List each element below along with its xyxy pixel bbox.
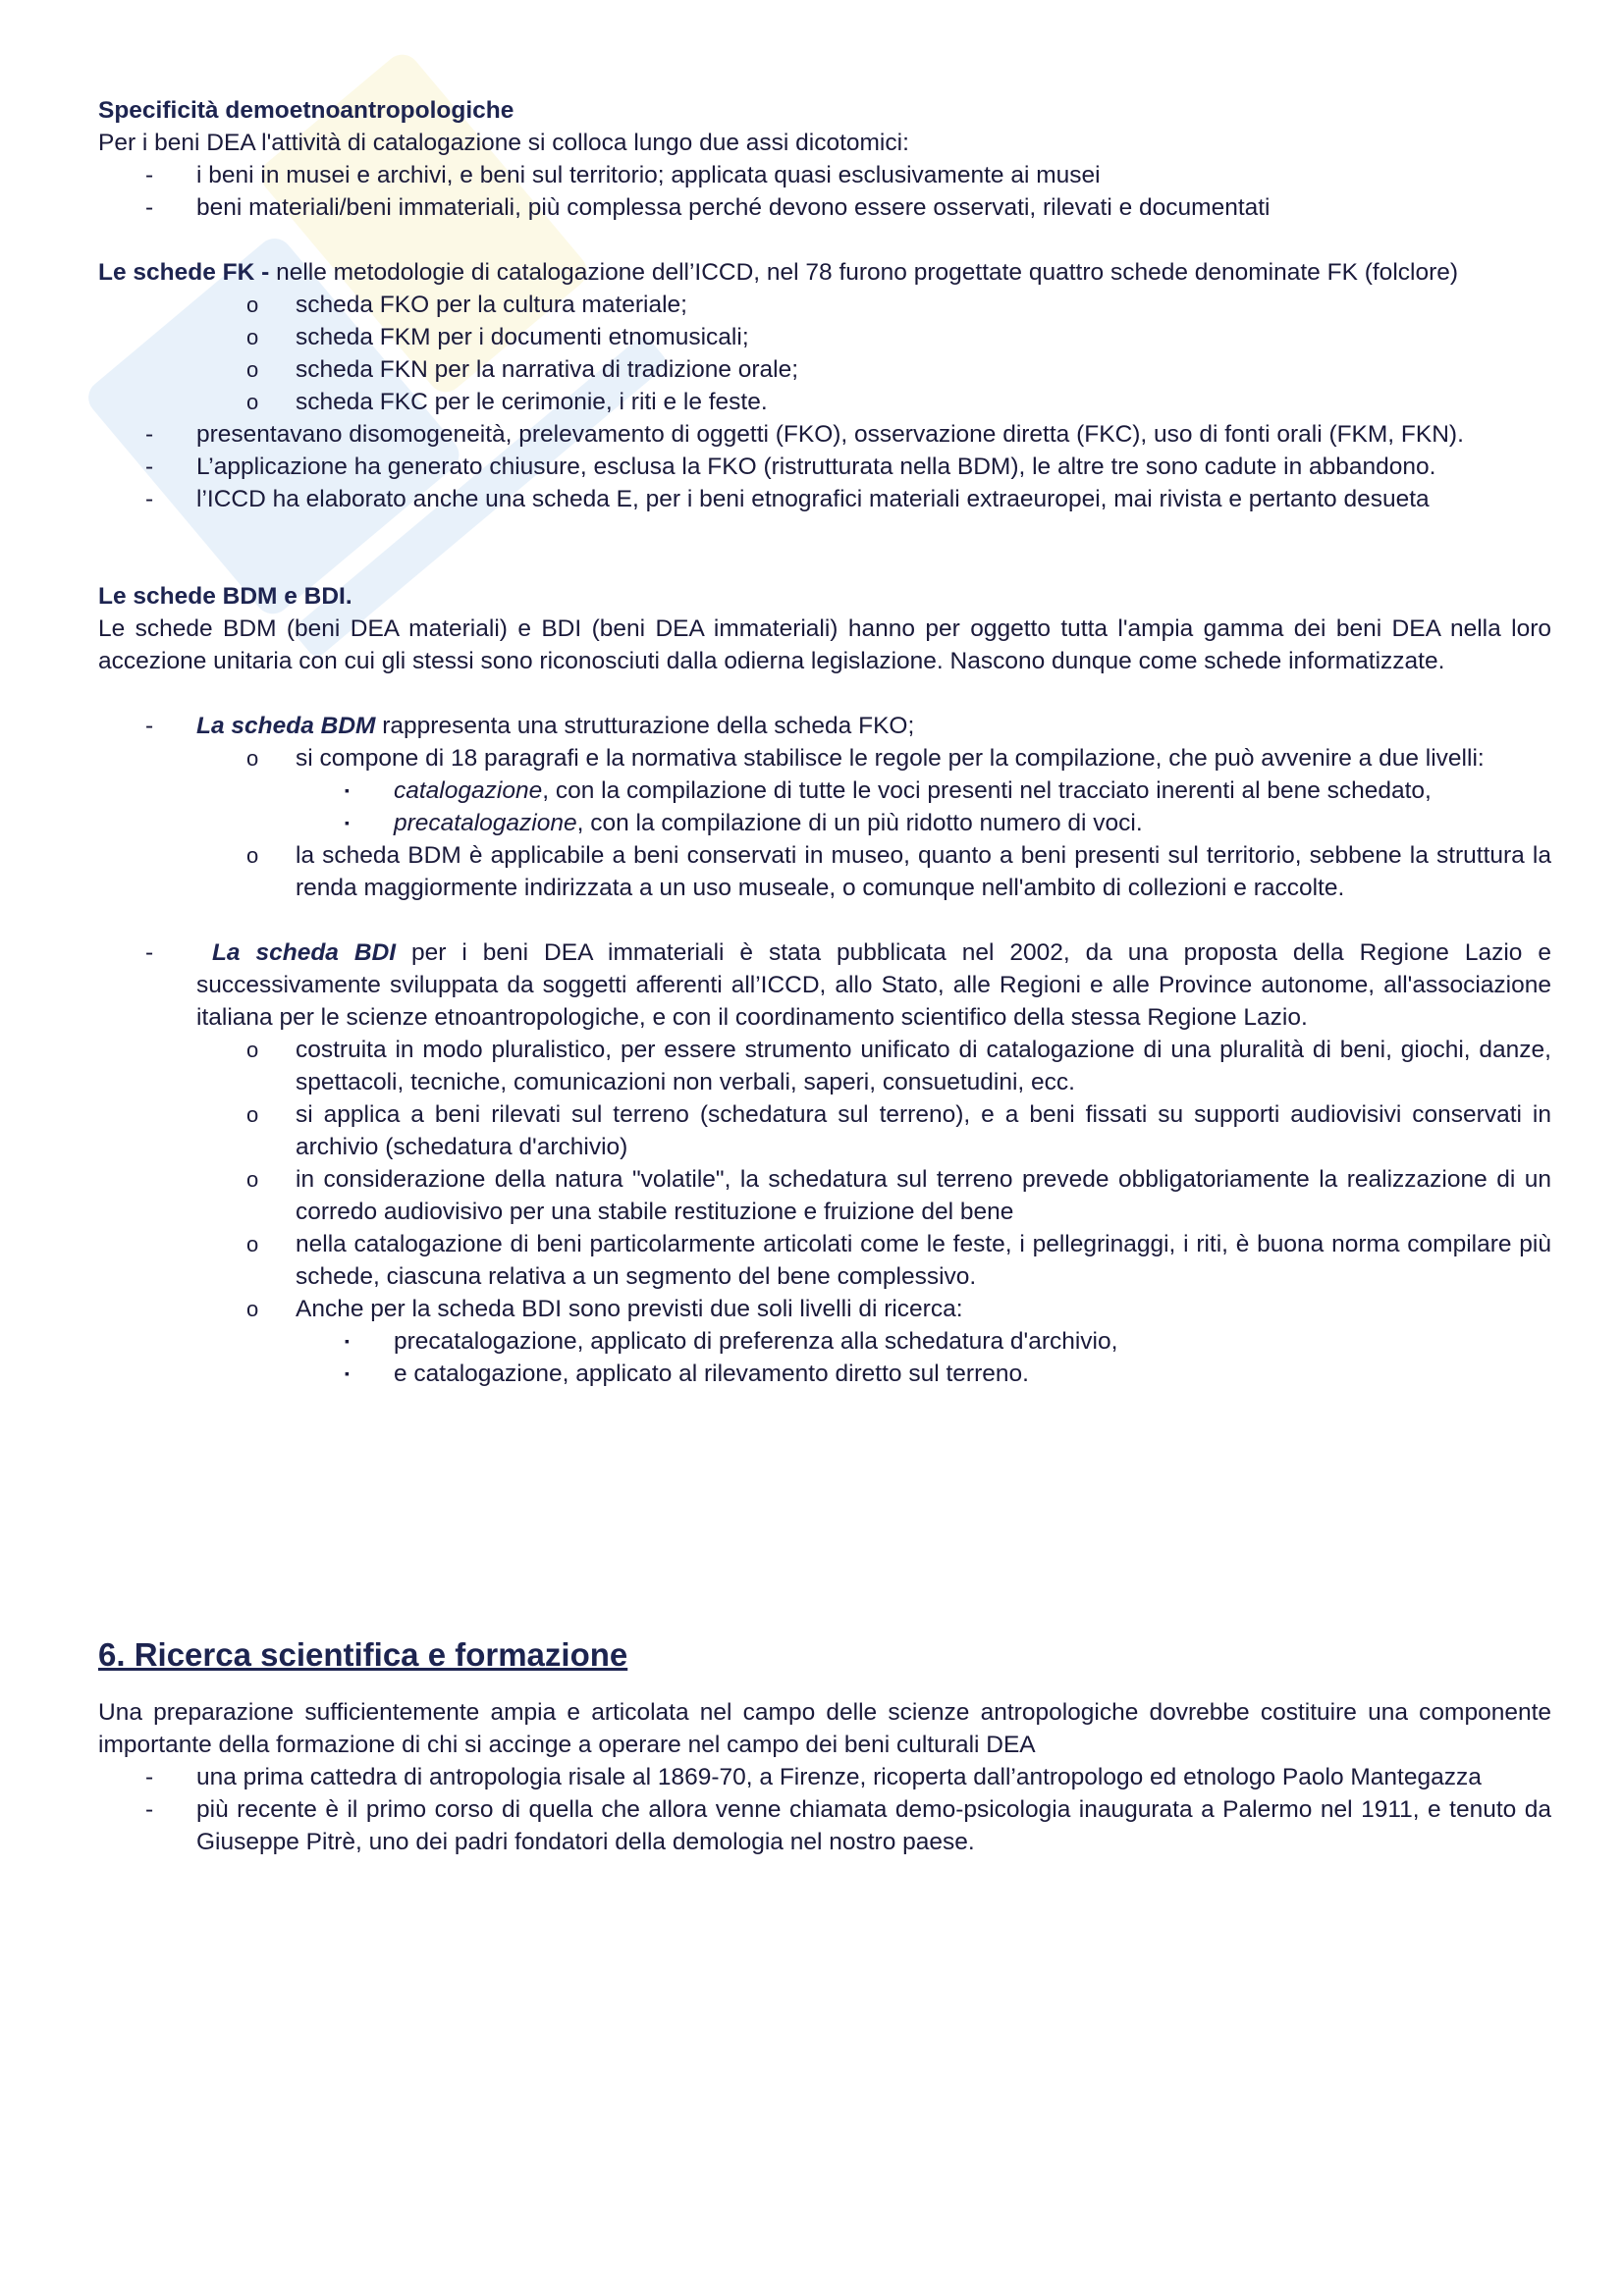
circle-bullet: o: [246, 1232, 259, 1256]
list-item: o scheda FKM per i documenti etnomusicali;: [98, 321, 1551, 353]
paragraph: Le schede FK - nelle metodologie di catalogazione dell’ICCD, nel 78 furono progettate quattro schede denominate FK (folclore): [98, 259, 1459, 286]
square-bullet: ▪: [345, 1333, 350, 1349]
list-item: o si compone di 18 paragrafi e la normativa stabilisce le regole per la compilazione, che può avvenire a due livelli:: [98, 742, 1551, 774]
dash-bullet: -: [145, 1764, 154, 1790]
list-item: - l’ICCD ha elaborato anche una scheda E, per i beni etnografici materiali extraeuropei, mai rivista e pertanto desueta: [98, 483, 1551, 515]
list-item: o Anche per la scheda BDI sono previsti due soli livelli di ricerca:: [98, 1293, 1551, 1325]
section-heading: Specificità demoetnoantropologiche: [98, 97, 514, 124]
term: La scheda BDI: [211, 939, 397, 966]
list-item: o la scheda BDM è applicabile a beni conservati in museo, quanto a beni presenti sul territorio, sebbene la struttura la renda maggiormente indirizzata a un uso museale, o comunque nell'ambito di collezioni e raccolte.: [98, 839, 1551, 904]
list-item: o scheda FKN per la narrativa di tradizione orale;: [98, 353, 1551, 386]
circle-bullet: o: [246, 1102, 259, 1127]
list-item: - L’applicazione ha generato chiusure, esclusa la FKO (ristrutturata nella BDM), le altre tre sono cadute in abbandono.: [98, 451, 1551, 483]
dash-bullet: -: [145, 1796, 154, 1823]
dash-bullet: -: [145, 939, 154, 966]
dash-bullet: -: [145, 421, 154, 448]
list-item: o costruita in modo pluralistico, per essere strumento unificato di catalogazione di una pluralità di beni, giochi, danze, spettacoli, tecniche, comunicazioni non verbali, saperi, consuetudini, ecc.: [98, 1034, 1551, 1098]
list-item: - una prima cattedra di antropologia risale al 1869-70, a Firenze, ricoperta dall’antropologo ed etnologo Paolo Mantegazza: [98, 1761, 1551, 1793]
circle-bullet: o: [246, 325, 259, 349]
list-item: - beni materiali/beni immateriali, più complessa perché devono essere osservati, rilevati e documentati: [98, 191, 1551, 224]
list-item: o nella catalogazione di beni particolarmente articolati come le feste, i pellegrinaggi, i riti, è buona norma compilare più schede, ciascuna relativa a un segmento del bene complessivo.: [98, 1228, 1551, 1293]
document-page: [98, 94, 1551, 1858]
circle-bullet: o: [246, 357, 259, 382]
circle-bullet: o: [246, 293, 259, 317]
list-item: - più recente è il primo corso di quella che allora venne chiamata demo-psicologia inaugurata a Palermo nel 1911, e tenuto da Giuseppe Pitrè, uno dei padri fondatori della demologia nel nostro paese.: [98, 1793, 1551, 1858]
chapter-heading: 6. Ricerca scientifica e formazione: [98, 1636, 628, 1673]
list-item: o scheda FKC per le cerimonie, i riti e le feste.: [98, 386, 1551, 418]
term: La scheda BDM: [196, 713, 376, 739]
list-item: - La scheda BDM rappresenta una strutturazione della scheda FKO;: [98, 710, 1551, 742]
circle-bullet: o: [246, 1297, 259, 1321]
list-item: o scheda FKO per la cultura materiale;: [98, 289, 1551, 321]
paragraph: Le schede BDM (beni DEA materiali) e BDI (beni DEA immateriali) hanno per oggetto tutta l'ampia gamma dei beni DEA nella loro accezione unitaria con cui gli stessi sono riconosciuti dalla odierna legislazione. Nascono dunque come schede informatizzate.: [98, 615, 1551, 674]
dash-bullet: -: [145, 713, 154, 739]
circle-bullet: o: [246, 843, 259, 868]
list-item: ▪ catalogazione, con la compilazione di tutte le voci presenti nel tracciato inerenti al bene schedato,: [98, 774, 1551, 807]
square-bullet: ▪: [345, 1365, 350, 1381]
paragraph: Per i beni DEA l'attività di catalogazione si colloca lungo due assi dicotomici:: [98, 130, 909, 156]
list-item: ▪ precatalogazione, con la compilazione di un più ridotto numero di voci.: [98, 807, 1551, 839]
dash-bullet: -: [145, 486, 154, 512]
list-item: o in considerazione della natura "volatile", la schedatura sul terreno prevede obbligatoriamente la realizzazione di un corredo audiovisivo per una stabile restituzione e fruizione del bene: [98, 1163, 1551, 1228]
dash-bullet: -: [145, 454, 154, 480]
square-bullet: ▪: [345, 782, 350, 798]
list-item: - La scheda BDI per i beni DEA immateriali è stata pubblicata nel 2002, da una proposta della Regione Lazio e successivamente sviluppata da soggetti afferenti all’ICCD, allo Stato, alle Regioni e alle Province autonome, all'associazione italiana per le scienze etnoantropologiche, e con il coordinamento scientifico della stessa Regione Lazio.: [98, 936, 1551, 1034]
list-item: o si applica a beni rilevati sul terreno (schedatura sul terreno), e a beni fissati su supporti audiovisivi conservati in archivio (schedatura d'archivio): [98, 1098, 1551, 1163]
circle-bullet: o: [246, 1038, 259, 1062]
list-item: ▪ precatalogazione, applicato di preferenza alla schedatura d'archivio,: [98, 1325, 1551, 1358]
dash-bullet: -: [145, 194, 154, 221]
list-item: - presentavano disomogeneità, prelevamento di oggetti (FKO), osservazione diretta (FKC), uso di fonti orali (FKM, FKN).: [98, 418, 1551, 451]
section-heading: Le schede BDM e BDI.: [98, 583, 352, 610]
dash-bullet: -: [145, 162, 154, 188]
circle-bullet: o: [246, 390, 259, 414]
section-heading: Le schede FK -: [98, 259, 270, 286]
list-item: ▪ e catalogazione, applicato al rilevamento diretto sul terreno.: [98, 1358, 1551, 1390]
list-item: - i beni in musei e archivi, e beni sul territorio; applicata quasi esclusivamente ai musei: [98, 159, 1551, 191]
circle-bullet: o: [246, 746, 259, 771]
square-bullet: ▪: [345, 815, 350, 830]
circle-bullet: o: [246, 1167, 259, 1192]
paragraph: Una preparazione sufficientemente ampia e articolata nel campo delle scienze antropologiche dovrebbe costituire una componente importante della formazione di chi si accinge a operare nel campo dei beni culturali DEA: [98, 1699, 1551, 1758]
